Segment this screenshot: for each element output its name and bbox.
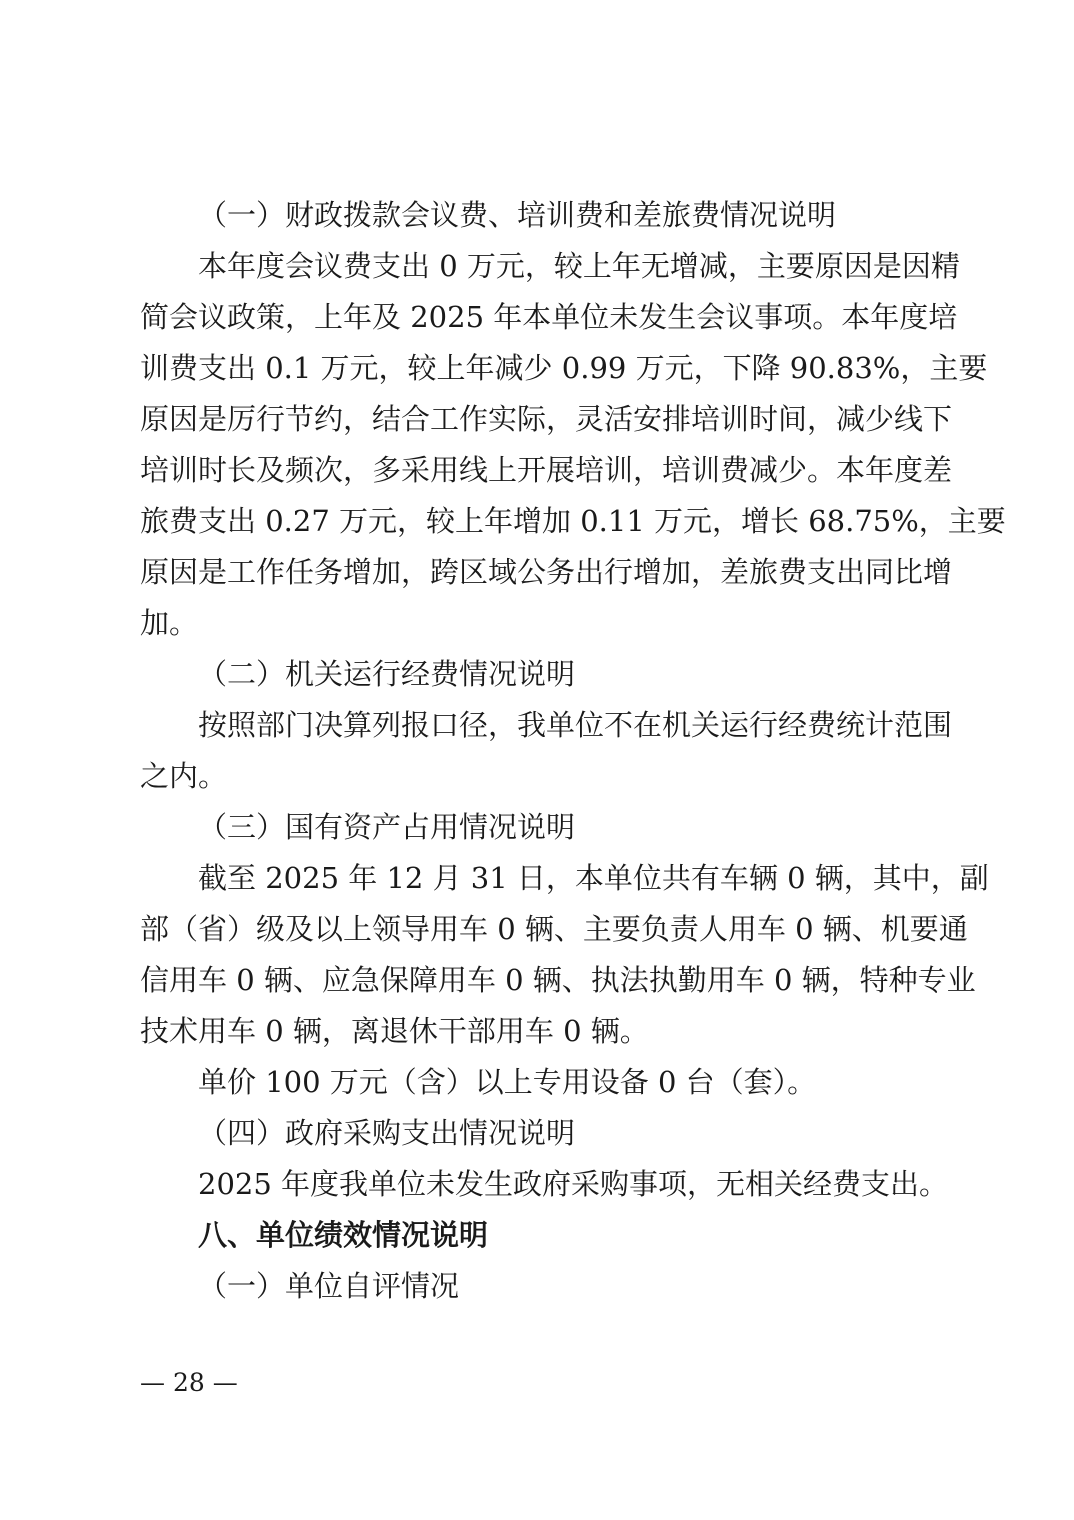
paragraph-line: 原因是厉行节约，结合工作实际，灵活安排培训时间，减少线下 [140, 402, 953, 436]
page-number: — 28 — [140, 1368, 238, 1397]
paragraph-line: 简会议政策，上年及 2025 年本单位未发生会议事项。本年度培 [140, 300, 958, 334]
paragraph-line: 2025 年度我单位未发生政府采购事项，无相关经费支出。 [198, 1167, 949, 1201]
paragraph-line: 技术用车 0 辆，离退休干部用车 0 辆。 [140, 1014, 649, 1048]
paragraph-line: 旅费支出 0.27 万元，较上年增加 0.11 万元，增长 68.75%，主要 [140, 504, 1006, 538]
paragraph-line: 培训时长及频次，多采用线上开展培训，培训费减少。本年度差 [140, 453, 953, 487]
paragraph-line: 部（省）级及以上领导用车 0 辆、主要负责人用车 0 辆、机要通 [140, 912, 968, 946]
section-heading-operating-expenses: （二）机关运行经费情况说明 [198, 657, 576, 691]
paragraph-line: 本年度会议费支出 0 万元，较上年无增减，主要原因是因精 [198, 249, 960, 283]
paragraph-line: 信用车 0 辆、应急保障用车 0 辆、执法执勤用车 0 辆，特种专业 [140, 963, 976, 997]
paragraph-line: 单价 100 万元（含）以上专用设备 0 台（套）。 [198, 1065, 817, 1099]
paragraph-line: 截至 2025 年 12 月 31 日，本单位共有车辆 0 辆，其中，副 [198, 861, 989, 895]
chapter-heading-performance: 八、单位绩效情况说明 [198, 1218, 489, 1252]
paragraph-line: 之内。 [140, 759, 228, 793]
section-heading-meeting-training-travel: （一）财政拨款会议费、培训费和差旅费情况说明 [198, 198, 837, 232]
section-heading-government-procurement: （四）政府采购支出情况说明 [198, 1116, 576, 1150]
paragraph-line: 训费支出 0.1 万元，较上年减少 0.99 万元，下降 90.83%，主要 [140, 351, 988, 385]
paragraph-line: 原因是工作任务增加，跨区域公务出行增加，差旅费支出同比增 [140, 555, 953, 589]
paragraph-line: 按照部门决算列报口径，我单位不在机关运行经费统计范围 [198, 708, 953, 742]
paragraph-line: 加。 [140, 606, 199, 640]
section-heading-state-assets: （三）国有资产占用情况说明 [198, 810, 576, 844]
section-heading-self-evaluation: （一）单位自评情况 [198, 1269, 460, 1303]
